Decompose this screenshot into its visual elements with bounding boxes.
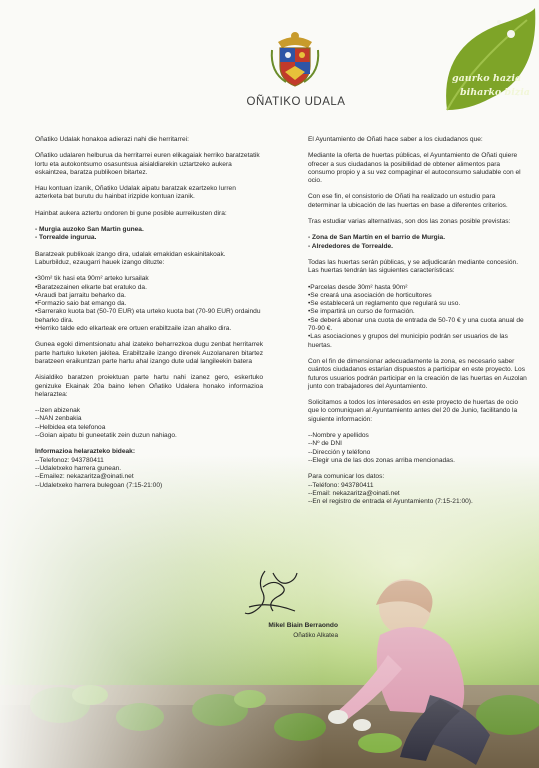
study-text: Hau kontuan izanik, Oñatiko Udalak aipatu baratzak ezartzeko lurren azterketa bat burutu du hainbat irizpide kontuan izanik. <box>35 185 236 201</box>
info-item: --Izen abizenak <box>35 407 81 415</box>
signatory-role: Oñatiko Alkatea <box>293 632 338 639</box>
purpose-text: Oñatiko udalaren helburua da herritarrei euren elikagaiak herriko baratzetatik lortu eta autokontsumo osasuntsua aisialdiarekin uztartzeko aukera eskaintzea, baratza publikoen bitartez. <box>35 152 260 176</box>
feature-item: •Sarrerako kuota bat (50-70 EUR) eta urteko kuota bat (70-90 EUR) ordaindu beharko dira. <box>35 308 261 324</box>
dimension-text: Con el fin de dimensionar adecuadamente la zona, es necesario saber cuántos ciudadanos estarían dispuestos a participar en este proyecto. Los futuros usuarios podrán participar en la creación de las huertas en Auzolan junto con trabajadores del Ayuntamiento. <box>308 357 527 390</box>
contact-item: --Udaletxeko harrera bulegoan (7:15-21:00) <box>35 481 163 489</box>
contact-title: Informazioa helarazteko bideak: <box>35 448 136 456</box>
request-text: Solicitamos a todos los interesados en este proyecto de huertas de ocio que lo comuniquen al Ayuntamiento antes del 20 de Junio, facilitando la siguiente información: <box>308 399 519 423</box>
feature-item: •Baratzezainen elkarte bat eratuko da. <box>35 283 147 291</box>
features-intro: Baratzeak publikoak izango dira, udalak emakidan eskainitakoak. Laburbilduz, ezaugarri hauek izango dituzte: <box>35 250 226 266</box>
feature-item: •Herriko talde edo elkarteak ere ortuen erabiltzaile izan ahalko dira. <box>35 325 232 333</box>
feature-item: •Se deberá abonar una cuota de entrada de 50-70 € y una cuota anual de 70-90 €. <box>308 316 524 333</box>
info-item: --Nº de DNI <box>308 440 342 448</box>
feature-item: •Las asociaciones y grupos del municipio podrán ser usuarios de las huertas. <box>308 333 508 349</box>
purpose-text: Mediante la oferta de huertas públicas, el Ayuntamiento de Oñati quiere ofrecer a sus ciudadanos la posibilidad de obtener alimentos para consumo propio y a su vez compaginar el autoconsumo saludable con el ocio. <box>308 152 521 185</box>
zone-item: - Zona de San Martín en el barrio de Murgia. <box>308 234 446 242</box>
spanish-column <box>308 136 528 514</box>
zone-item: - Alrededores de Torrealde. <box>308 242 394 250</box>
info-item: --NAN zenbakia <box>35 415 82 423</box>
features-intro: Todas las huertas serán públicas, y se adjudicarán mediante concesión. Las huertas tendrán las siguientes características: <box>308 258 519 275</box>
slogan-line-2: biharko bizia <box>460 87 530 98</box>
contact-email-link[interactable]: --Email: nekazaritza@oinati.net <box>308 489 400 497</box>
contact-item: --Teléfono: 943780411 <box>308 481 374 489</box>
study-text: Con ese fin, el consistorio de Oñati ha realizado un estudio para determinar la ubicación de las huertas en base a diferentes criterios. <box>308 193 508 209</box>
feature-item: •Se establecerá un reglamento que regulará su uso. <box>308 300 461 308</box>
request-text: Aisialdiko baratzen proiektuan parte hartu nahi izanez gero, eskertuko genizuke Ekainak 20a baino lehen Oñatiko Udalera honako informazioa helaraztea: <box>35 374 263 398</box>
leaf-logo-icon <box>441 6 537 116</box>
feature-item: •Parcelas desde 30m² hasta 90m² <box>308 283 408 291</box>
info-item: --Nombre y apellidos <box>308 432 369 440</box>
signature-scribble <box>243 567 301 619</box>
zones-intro: Hainbat aukera aztertu ondoren bi gune posible aurreikusten dira: <box>35 209 227 217</box>
contact-title: Para comunicar los datos: <box>308 473 385 481</box>
info-item: --Dirección y teléfono <box>308 448 371 456</box>
contact-item: --Telefonoz: 943780411 <box>35 456 104 464</box>
zone-item: - Murgia auzoko San Martin gunea. <box>35 226 144 234</box>
zone-item: - Torrealde ingurua. <box>35 234 97 242</box>
contact-email-link[interactable]: --Emailez: nekazaritza@oinati.net <box>35 473 134 481</box>
contact-item: --En el registro de entrada el Ayuntamiento (7:15-21:00). <box>308 498 473 506</box>
intro-text: Oñatiko Udalak honakoa adierazi nahi die herritarrei: <box>35 136 189 143</box>
coat-of-arms-icon <box>268 30 322 88</box>
basque-column <box>35 136 263 498</box>
info-item: --Helbidea eta telefonoa <box>35 423 106 431</box>
zones-intro: Tras estudiar varias alternativas, son dos las zonas posible previstas: <box>308 218 511 226</box>
dimension-text: Gunea egoki dimentsionatu ahal izateko beharrezkoa dugu zenbat herritarrek parte hartuko luketen jakitea. Erabiltzaile izango direnek Auzolanaren bitartez baratzeen eraikuntzan parte hartu ahal izango dute udal langileekin batera <box>35 341 263 365</box>
info-item: --Goian aipatu bi guneetatik zein duzun nahiago. <box>35 432 177 440</box>
feature-item: •Formazio saio bat emango da. <box>35 300 127 308</box>
feature-item: •30m² tik hasi eta 90m² arteko lursailak <box>35 275 149 283</box>
feature-item: •Se creará una asociación de horticultores <box>308 291 432 299</box>
contact-item: --Udaletxeko harrera gunean. <box>35 464 122 472</box>
page-title: OÑATIKO UDALA <box>246 96 346 108</box>
intro-text: El Ayuntamiento de Oñati hace saber a los ciudadanos que: <box>308 136 483 143</box>
info-item: --Elegir una de las dos zonas arriba mencionadas. <box>308 456 455 464</box>
feature-item: •Araudi bat jarraitu beharko da. <box>35 291 127 299</box>
feature-item: •Se impartirá un curso de formación. <box>308 308 415 316</box>
signatory-name: Mikel Biain Berraondo <box>268 622 338 629</box>
slogan-line-1: gaurko hazia <box>452 73 522 84</box>
